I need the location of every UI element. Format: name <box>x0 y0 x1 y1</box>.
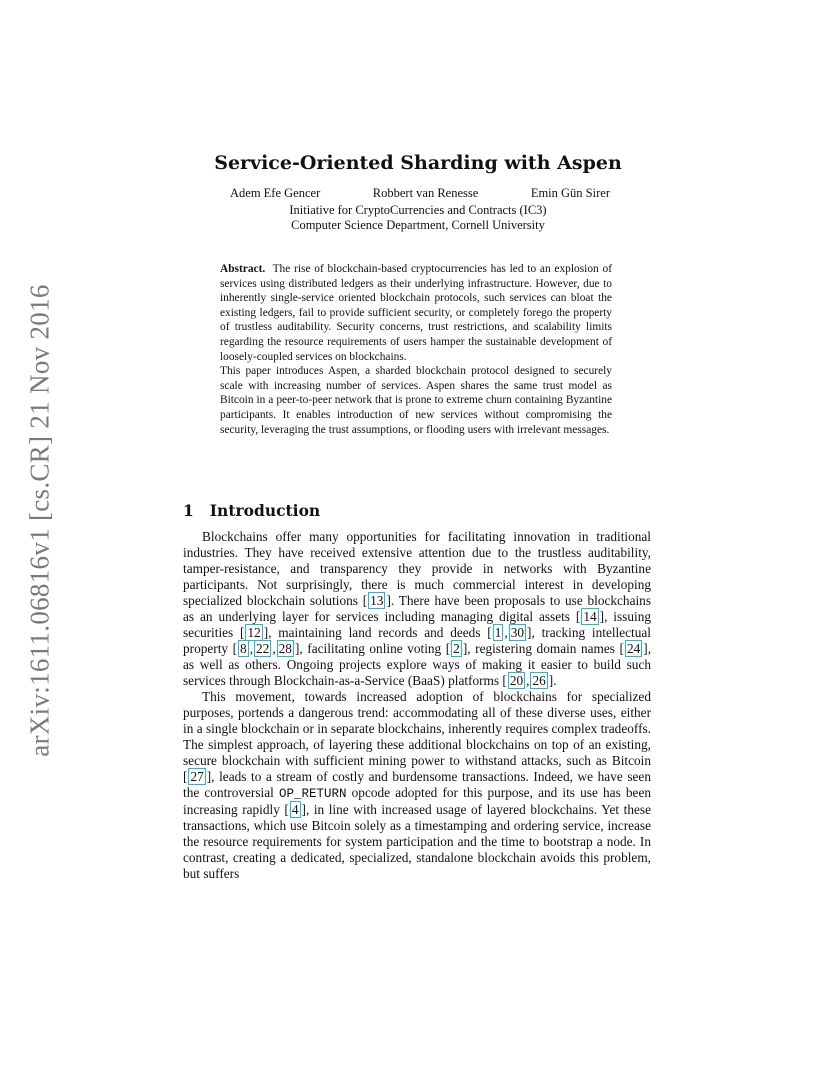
author-name: Robbert van Renesse <box>372 186 479 200</box>
text-run: , maintaining land records and deeds <box>268 625 488 640</box>
citation-link[interactable]: 22 <box>256 641 270 656</box>
text-run: , in line with increased usage of layered blockchains. Yet these transactions, which use Bitcoin solely as a timestamping and ordering service, increase the resource requirements for system participation and the time to bootstrap a node. In contrast, creating a dedicated, specialized, standalone blockchain avoids this problem, but suffers <box>183 802 651 881</box>
author-name: Emin Gün Sirer <box>530 186 610 200</box>
citation-link[interactable]: 27 <box>190 769 204 784</box>
arxiv-identifier: arXiv:1611.06816v1 [cs.CR] 21 Nov 2016 <box>24 283 55 757</box>
citation-link[interactable]: 8 <box>240 641 247 656</box>
abstract-paragraph <box>220 262 612 364</box>
citation-link[interactable]: 28 <box>278 641 292 656</box>
paragraph: This movement, towards increased adoption of blockchains for specialized purposes, portends a dangerous trend: accommodating all of these diverse uses, either in a single blockchain or in separate blockchains, inherently requires complex tradeoffs. The simplest approach, of layering these additional blockchains on top of an existing, secure blockchain with sufficient mining power to withstand attacks, such as Bitcoin [ 27 ], leads to a stream of costly and burdensome transactions. Indeed, we have seen the controversial OP_RETURN opcode adopted for this purpose, and its use has been increasing rapidly [ 4 ], in line with increased usage of layered blockchains. Yet these transactions, which use Bitcoin solely as a timestamping and ordering service, increase the resource requirements for system participation and the time to bootstrap a node. In contrast, creating a dedicated, specialized, standalone blockchain avoids this problem, but suffers <box>183 689 652 881</box>
section-number: 1 <box>183 501 194 520</box>
citation-link[interactable]: 26 <box>532 673 546 688</box>
citation-link[interactable]: 1 <box>494 625 502 640</box>
text-run: , as well as others. Ongoing projects explore ways of making it easier to build such services through Blockchain-as-a-Service (BaaS) platforms <box>183 641 652 688</box>
author-list <box>230 186 610 201</box>
citation-link[interactable]: 12 <box>247 625 261 640</box>
affiliation-line: Computer Science Department, Cornell University <box>291 218 545 232</box>
text-run: . There have been proposals to use blockchains as an underlying layer for services including managing digital assets <box>183 593 651 624</box>
arxiv-sidebar <box>18 280 62 760</box>
abstract-paragraph: This paper introduces Aspen, a sharded blockchain protocol designed to securely scale with increasing number of services. Aspen shares the same trust model as Bitcoin in a peer-to-peer network that is prone to extreme churn containing Byzantine participants. It enables introduction of new services without compromising the security, leveraging the trust assumptions, or flooding users with irrelevant messages. <box>220 365 612 436</box>
citation-link[interactable]: 2 <box>453 641 460 656</box>
inline-code: OP_RETURN <box>278 787 347 801</box>
section-title: Introduction <box>209 501 321 520</box>
text-run: , facilitating online voting <box>299 641 446 656</box>
text-run: , issuing securities <box>183 609 651 640</box>
citation-link[interactable]: 14 <box>583 609 597 624</box>
text-run: Blockchains offer many opportunities for facilitating innovation in traditional industries. They have received extensive attention due to the trustless auditability, tamper-resistance, and transparency they provide in networks with Byzantine participants. Not surprisingly, there is much commercial interest in developing specialized blockchain solutions <box>183 529 651 608</box>
citation-link[interactable]: 30 <box>510 625 525 640</box>
abstract-label: Abstract. <box>220 263 266 275</box>
paragraph: Blockchains offer many opportunities for facilitating innovation in traditional industries. They have received extensive attention due to the trustless auditability, tamper-resistance, and transparency they provide in networks with Byzantine participants. Not surprisingly, there is much commercial interest in developing specialized blockchain solutions [ 13 ]. There have been proposals to use blockchains as an underlying layer for services including managing digital assets [ 14 ], issuing securities [ 12 ], maintaining land records and deeds [ 1 , 30 ], tracking intellectual property [ 8 , 22 , 28 ], facilitating online voting [ 2 ], registering domain names [ 24 ], as well as others. Ongoing projects explore ways of making it easier to build such services through Blockchain-as-a-Service (BaaS) platforms [ 20 , 26 ]. <box>183 529 652 688</box>
text-run: , tracking intellectual property <box>183 625 651 656</box>
section-heading <box>183 501 320 520</box>
text-run: , leads to a stream of costly and burdensome transactions. Indeed, we have seen the controversial <box>183 769 651 800</box>
text-run: , registering domain names <box>467 641 620 656</box>
text-run: . <box>553 673 557 688</box>
text-run: opcode adopted for this purpose, and its use has been increasing rapidly <box>183 785 652 817</box>
citation-link[interactable]: 4 <box>291 802 299 817</box>
author-name: Adem Efe Gencer <box>230 186 321 200</box>
abstract <box>220 262 612 437</box>
citation-link[interactable]: 20 <box>509 673 524 688</box>
abstract-text: The rise of blockchain-based cryptocurrencies has led to an explosion of services using distributed ledgers as their underlying infrastructure. However, due to inherently single-service oriented blockchain protocols, such services can bloat the existing ledgers, fail to provide sufficient security, or completely forego the property of trustless auditability. Security concerns, trust restrictions, and scalability limits regarding the resource requirements of users hamper the sustainable development of loosely-coupled services on blockchains. <box>220 263 612 363</box>
citation-link[interactable]: 13 <box>370 593 384 608</box>
body-text <box>183 529 651 882</box>
affiliation-line: Initiative for CryptoCurrencies and Contracts (IC3) <box>289 203 547 217</box>
paper-title: Service-Oriented Sharding with Aspen <box>214 152 622 174</box>
citation-link[interactable]: 24 <box>626 641 641 656</box>
text-run: This movement, towards increased adoption of blockchains for specialized purposes, portends a dangerous trend: accommodating all of these diverse uses, either in a single blockchain or in separate blockchains, inherently requires complex tradeoffs. The simplest approach, of layering these additional blockchains on top of an existing, secure blockchain with sufficient mining power to withstand attacks, such as Bitcoin <box>183 689 651 768</box>
